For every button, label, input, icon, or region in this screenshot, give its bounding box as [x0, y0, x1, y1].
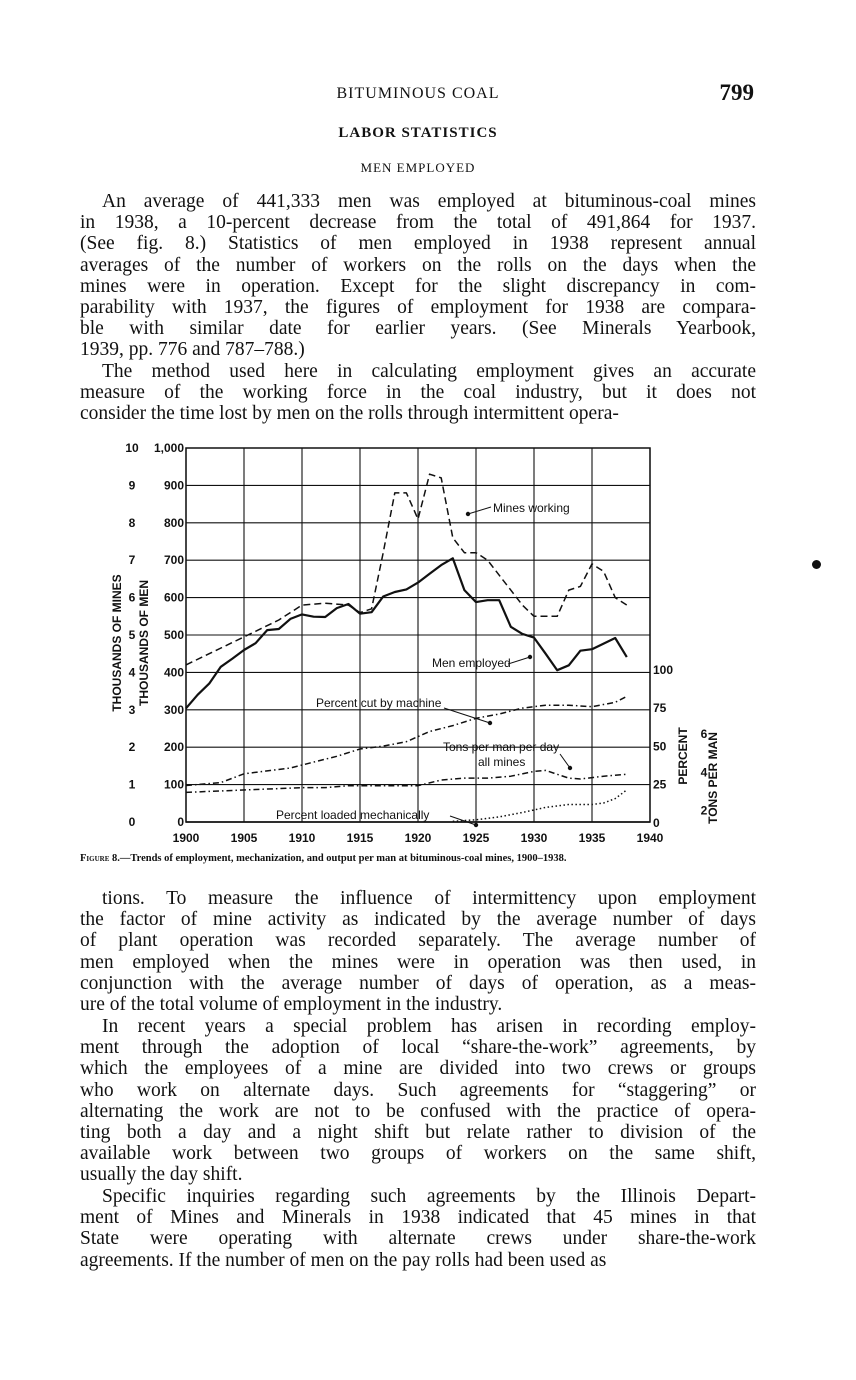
annotation-arrowhead — [466, 512, 470, 516]
text-line: averages of the number of workers on the rolls on the days when the — [80, 254, 756, 276]
paragraph — [80, 1186, 756, 1271]
left-inner-tick-label: 600 — [163, 590, 184, 605]
y-axis-title-mines: THOUSANDS OF MINES — [110, 574, 124, 712]
text-line: ble with similar date for earlier years. (See Minerals Yearbook, — [80, 318, 756, 340]
right-tons-tick-label: 4 — [700, 765, 708, 780]
text-line: usually the day shift. — [80, 1164, 243, 1186]
figure-caption — [80, 853, 756, 864]
annotation-leader — [560, 754, 570, 768]
text-line: ment of Mines and Minerals in 1938 indicated that 45 mines in that — [80, 1207, 756, 1229]
right-percent-tick-label: 100 — [653, 662, 674, 677]
text-line: who work on alternate days. Such agreements for “staggering” or — [80, 1079, 756, 1101]
paragraph — [80, 1016, 756, 1186]
annotation-arrowhead — [488, 721, 492, 725]
annotation-leader — [468, 507, 491, 514]
annotation-leader — [508, 657, 530, 664]
annotation-label: Percent cut by machine — [316, 696, 442, 710]
x-tick-label: 1925 — [462, 831, 490, 845]
text-line: in 1938, a 10-percent decrease from the total of 491,864 for 1937. — [80, 212, 756, 234]
left-outer-tick-label: 8 — [128, 515, 136, 530]
paragraph — [80, 191, 756, 361]
left-outer-tick-label: 5 — [128, 628, 136, 642]
right-tons-tick-label: 6 — [700, 727, 708, 742]
right-percent-tick-label: 75 — [653, 701, 667, 716]
text-line: 1939, pp. 776 and 787–788.) — [80, 339, 305, 361]
series-line-men-employed — [186, 558, 627, 708]
x-tick-label: 1905 — [230, 831, 258, 845]
x-tick-label: 1930 — [520, 831, 548, 845]
text-line: ting both a day and a night shift but relate rather to division of the — [80, 1122, 756, 1144]
right-tons-tick-label: 2 — [700, 803, 708, 818]
series-line-tons-per-man-per-day-all-mines — [186, 770, 627, 792]
text-line: which the employees of a mine are divided into two crews or groups — [80, 1058, 756, 1080]
figure-label: Figure 8. — [80, 853, 120, 864]
section-title: LABOR STATISTICS — [338, 125, 498, 141]
text-line: The method used here in calculating employment gives an accurate — [102, 361, 756, 382]
x-tick-label: 1900 — [172, 831, 200, 845]
annotation-label: all mines — [478, 755, 526, 769]
text-line: State were operating with alternate crews under share-the-work — [80, 1228, 756, 1250]
left-inner-tick-label: 1,000 — [153, 441, 184, 455]
text-line: parability with 1937, the figures of employment for 1938 are compara- — [80, 297, 756, 319]
text-line: the factor of mine activity as indicated by the average number of days — [80, 909, 756, 931]
x-tick-label: 1910 — [288, 831, 316, 845]
y-axis-title-percent: PERCENT — [676, 727, 690, 785]
left-inner-tick-label: 400 — [163, 665, 184, 680]
y-axis-title-men: THOUSANDS OF MEN — [137, 580, 151, 706]
right-percent-tick-label: 0 — [653, 816, 660, 830]
annotation-arrowhead — [474, 823, 478, 827]
text-line: tions. To measure the influence of intermittency upon employment — [102, 888, 756, 909]
right-percent-tick-label: 25 — [653, 777, 667, 792]
left-outer-tick-label: 2 — [128, 740, 136, 755]
annotation-label: Percent loaded mechanically — [276, 808, 430, 822]
text-line: men employed when the mines were in operation was then used, in — [80, 951, 756, 973]
paragraph — [80, 888, 756, 1015]
x-tick-label: 1915 — [346, 831, 374, 845]
text-line: mines were in operation. Except for the slight discrepancy in com- — [80, 275, 756, 297]
text-line: consider the time lost by men on the rolls through intermittent opera- — [80, 403, 619, 425]
x-tick-label: 1920 — [404, 831, 432, 845]
y-axis-title-tons: TONS PER MAN — [706, 732, 720, 824]
text-line: alternating the work are not to be confused with the practice of opera- — [80, 1100, 756, 1122]
left-inner-tick-label: 900 — [163, 478, 184, 493]
running-head — [80, 82, 756, 106]
running-title: BITUMINOUS COAL — [336, 85, 500, 102]
left-outer-tick-label: 7 — [128, 553, 136, 568]
annotation-label: Men employed — [432, 656, 511, 670]
annotation-label: Mines working — [493, 501, 570, 515]
left-outer-tick-label: 9 — [128, 478, 136, 493]
text-line: agreements. If the number of men on the pay rolls had been used as — [80, 1249, 607, 1271]
text-line: An average of 441,333 men was employed at bituminous-coal mines — [102, 191, 756, 212]
left-outer-tick-label: 6 — [128, 590, 136, 605]
text-line: Specific inquiries regarding such agreements by the Illinois Depart- — [102, 1186, 756, 1207]
text-line: conjunction with the average number of days of operation, as a meas- — [80, 972, 756, 994]
left-inner-tick-label: 700 — [163, 553, 184, 568]
text-line: measure of the working force in the coal industry, but it does not — [80, 382, 756, 404]
left-outer-tick-label: 1 — [128, 777, 136, 792]
left-outer-tick-label: 10 — [125, 441, 139, 455]
left-inner-tick-label: 500 — [163, 628, 184, 642]
text-line: In recent years a special problem has arisen in recording employ- — [102, 1016, 756, 1037]
series-line-percent-loaded-mechanically — [453, 790, 627, 821]
left-outer-tick-label: 0 — [128, 815, 136, 829]
right-percent-tick-label: 50 — [653, 739, 667, 754]
left-inner-tick-label: 800 — [163, 515, 184, 530]
text-line: ure of the total volume of employment in the industry. — [80, 994, 503, 1016]
annotation-label: Tons per man per day — [443, 740, 560, 754]
x-tick-label: 1935 — [578, 831, 606, 845]
text-line: available work between two groups of workers on the same shift, — [80, 1143, 756, 1165]
page-number: 799 — [719, 80, 754, 105]
x-tick-label: 1940 — [636, 831, 664, 845]
left-outer-tick-label: 3 — [128, 702, 136, 717]
margin-dot — [812, 560, 821, 569]
trends-chart — [100, 438, 740, 848]
annotation-arrowhead — [568, 766, 572, 770]
left-inner-tick-label: 300 — [163, 702, 184, 717]
text-line: ment through the adoption of local “share-the-work” agreements, by — [80, 1037, 756, 1059]
left-inner-tick-label: 100 — [163, 777, 184, 792]
left-inner-tick-label: 0 — [177, 815, 184, 829]
figure-caption-text: —Trends of employment, mechanization, and output per man at bituminous-coal mines, 1900–1938. — [119, 853, 567, 864]
left-outer-tick-label: 4 — [128, 665, 136, 680]
text-line: (See fig. 8.) Statistics of men employed in 1938 represent annual — [80, 233, 756, 255]
left-inner-tick-label: 200 — [163, 740, 184, 755]
text-line: of plant operation was recorded separately. The average number of — [80, 930, 756, 952]
paragraph — [80, 361, 756, 425]
annotation-arrowhead — [528, 655, 532, 659]
subsection-title: MEN EMPLOYED — [360, 160, 476, 175]
